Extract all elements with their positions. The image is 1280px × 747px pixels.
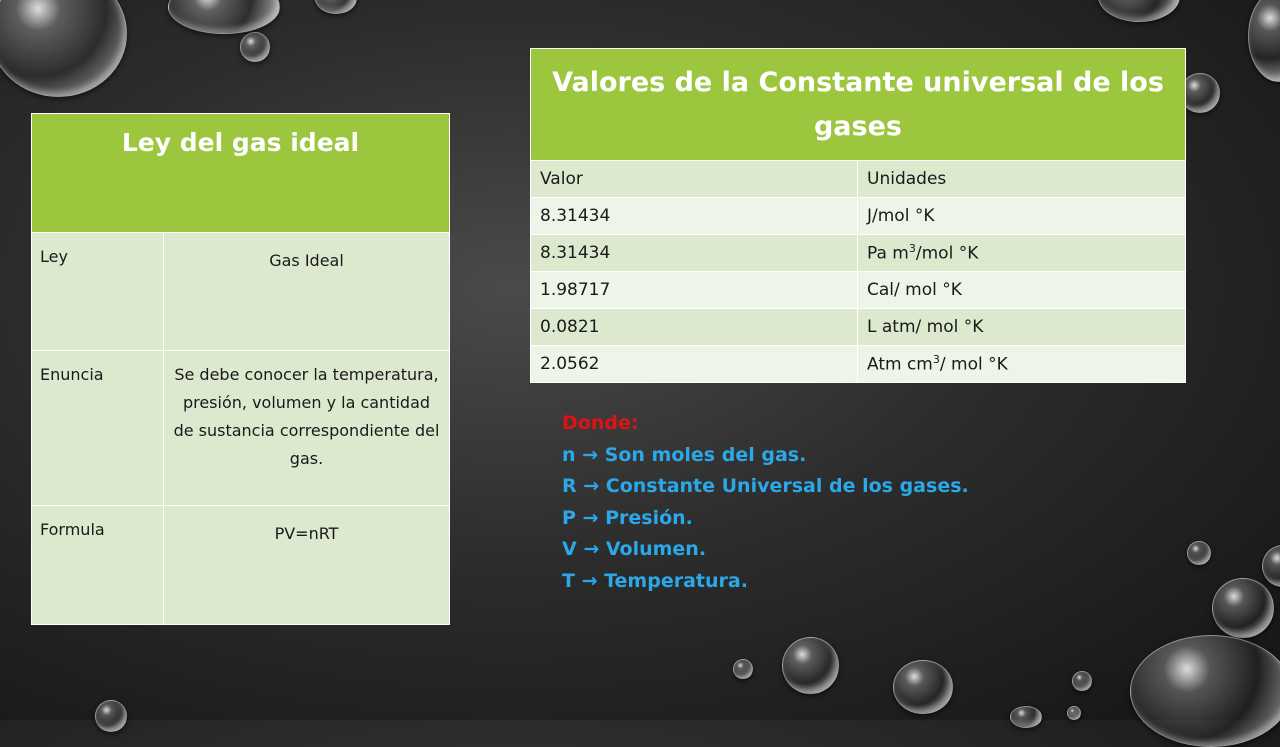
water-drop-decoration xyxy=(1098,0,1180,22)
value-cell: 1.98717 xyxy=(531,272,858,309)
unit-cell: Atm $cm^3/$ mol °K xyxy=(858,346,1186,383)
water-drop-decoration xyxy=(1212,578,1274,638)
water-drop-decoration xyxy=(1072,671,1092,691)
variable-legend xyxy=(562,408,969,597)
unit-cell: L atm/ mol °K xyxy=(858,309,1186,346)
table-title: Valores de la Constante universal de los gases xyxy=(531,49,1186,161)
value-cell: 2.0562 xyxy=(531,346,858,383)
row-value: Gas Ideal xyxy=(164,233,450,351)
unit-cell: J/mol °K xyxy=(858,198,1186,235)
water-drop-decoration xyxy=(240,32,270,62)
water-drop-decoration xyxy=(1130,635,1280,747)
water-drop-decoration xyxy=(1180,73,1220,113)
column-header-unidades: Unidades xyxy=(858,161,1186,198)
unit-cell: Pa $m^3$/mol °K xyxy=(858,235,1186,272)
water-drop-decoration xyxy=(315,0,357,14)
column-header-valor: Valor xyxy=(531,161,858,198)
water-drop-decoration xyxy=(168,0,280,34)
water-drop-decoration xyxy=(893,660,953,714)
water-drop-decoration xyxy=(1067,706,1081,720)
legend-line-n: n → Son moles del gas. xyxy=(562,443,807,466)
table-row xyxy=(531,309,1186,346)
value-cell: 8.31434 xyxy=(531,198,858,235)
water-drop-decoration xyxy=(1010,706,1042,728)
row-value: Se debe conocer la temperatura, presión, volumen y la cantidad de sustancia correspondiente del gas. xyxy=(164,351,450,506)
row-label: Formula xyxy=(32,506,164,625)
row-value: PV=nRT xyxy=(164,506,450,625)
water-drop-decoration xyxy=(0,0,127,97)
unit-cell: Cal/ mol °K xyxy=(858,272,1186,309)
value-cell: 0.0821 xyxy=(531,309,858,346)
table-row xyxy=(531,346,1186,383)
row-label: Ley xyxy=(32,233,164,351)
ideal-gas-law-table xyxy=(31,113,450,625)
legend-title: Donde: xyxy=(562,412,639,434)
water-drop-decoration xyxy=(733,659,753,679)
gas-constant-table xyxy=(530,48,1186,383)
row-label: Enuncia xyxy=(32,351,164,506)
table-row xyxy=(531,235,1186,272)
table-row xyxy=(531,272,1186,309)
water-drop-decoration xyxy=(1187,541,1211,565)
water-drop-decoration xyxy=(95,700,127,732)
value-cell: 8.31434 xyxy=(531,235,858,272)
legend-line-t: T → Temperatura. xyxy=(562,569,748,592)
legend-line-p: P → Presión. xyxy=(562,506,693,529)
water-drop-decoration xyxy=(1248,0,1280,82)
legend-line-v: V → Volumen. xyxy=(562,538,707,560)
legend-line-r: R → Constante Universal de los gases. xyxy=(562,475,969,497)
table-row xyxy=(531,198,1186,235)
water-drop-decoration xyxy=(782,637,839,694)
table-title: Ley del gas ideal xyxy=(32,114,450,233)
water-drop-decoration xyxy=(1262,545,1280,587)
